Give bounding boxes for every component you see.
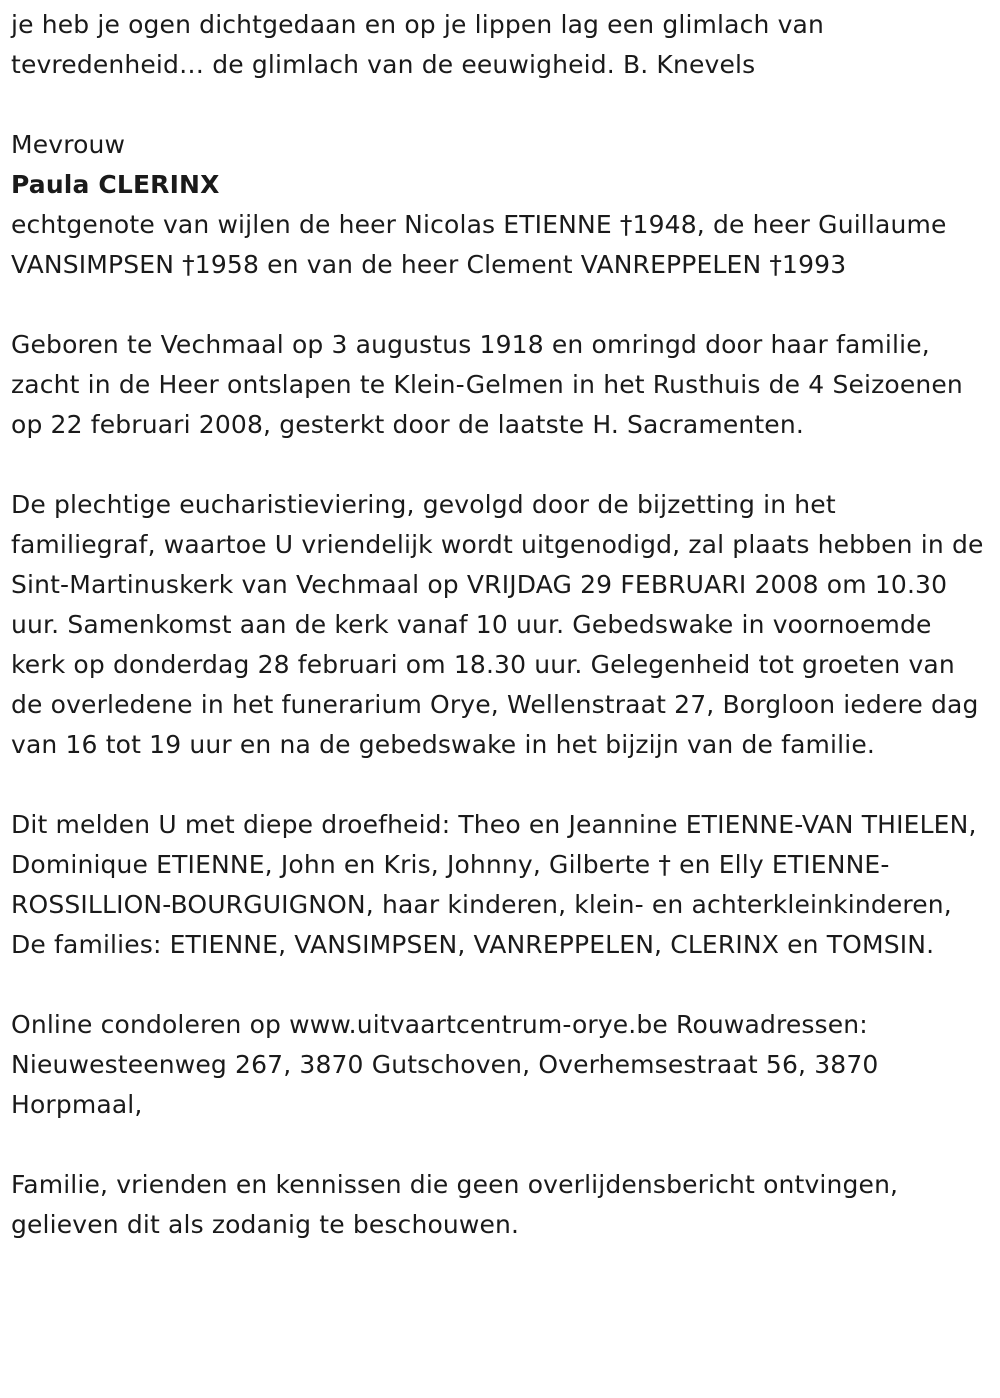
spacer	[11, 85, 988, 125]
quote-text: je heb je ogen dichtgedaan en op je lippen lag een glimlach van tevredenheid… de glimlach van de eeuwigheid. B. Knevels	[11, 10, 833, 79]
salutation: Mevrouw	[11, 130, 126, 159]
spacer	[11, 445, 988, 485]
birth-death-text: Geboren te Vechmaal op 3 augustus 1918 en omringd door haar familie, zacht in de Heer ontslapen te Klein-Gelmen in het Rusthuis de 4 Seizoenen op 22 februari 2008, gesterkt door de laatste H. Sacramenten.	[11, 330, 971, 439]
ceremony-text: De plechtige eucharistieviering, gevolgd door de bijzetting in het familiegraf, waartoe U vriendelijk wordt uitgenodigd, zal plaats hebben in de Sint-Martinuskerk van Vechmaal op VRIJDAG 29 FEBRUARI 2008 om 10.30 uur. Samenkomst aan de kerk vanaf 10 uur. Gebedswake in voornoemde kerk op donderdag 28 februari om 18.30 uur. Gelegenheid tot groeten van de overledene in het funerarium Orye, Wellenstraat 27, Borgloon iedere dag van 16 tot 19 uur en na de gebedswake in het bijzijn van de familie.	[11, 490, 992, 759]
mourners-text: Dit melden U met diepe droefheid: Theo en Jeannine ETIENNE-VAN THIELEN, Dominique ETIENNE, John en Kris, Johnny, Gilberte † en Elly ETIENNE-ROSSILLION-BOURGUIGNON, haar kinderen, klein- en achterkleinkinderen, De families: ETIENNE, VANSIMPSEN, VANREPPELEN, CLERINX en TOMSIN.	[11, 810, 985, 959]
spacer	[11, 1125, 988, 1165]
spouses-text: echtgenote van wijlen de heer Nicolas ETIENNE †1948, de heer Guillaume VANSIMPSEN †1958 en van de heer Clement VANREPPELEN †1993	[11, 210, 955, 279]
condolences-text: Online condoleren op www.uitvaartcentrum-orye.be Rouwadressen: Nieuwesteenweg 267, 3870 Gutschoven, Overhemsestraat 56, 3870 Horpmaal,	[11, 1010, 887, 1119]
spacer	[11, 965, 988, 1005]
spacer	[11, 765, 988, 805]
deceased-name: Paula CLERINX	[11, 170, 220, 199]
closing-text: Familie, vrienden en kennissen die geen overlijdensbericht ontvingen, gelieven dit als zodanig te beschouwen.	[11, 1170, 907, 1239]
spacer	[11, 285, 988, 325]
